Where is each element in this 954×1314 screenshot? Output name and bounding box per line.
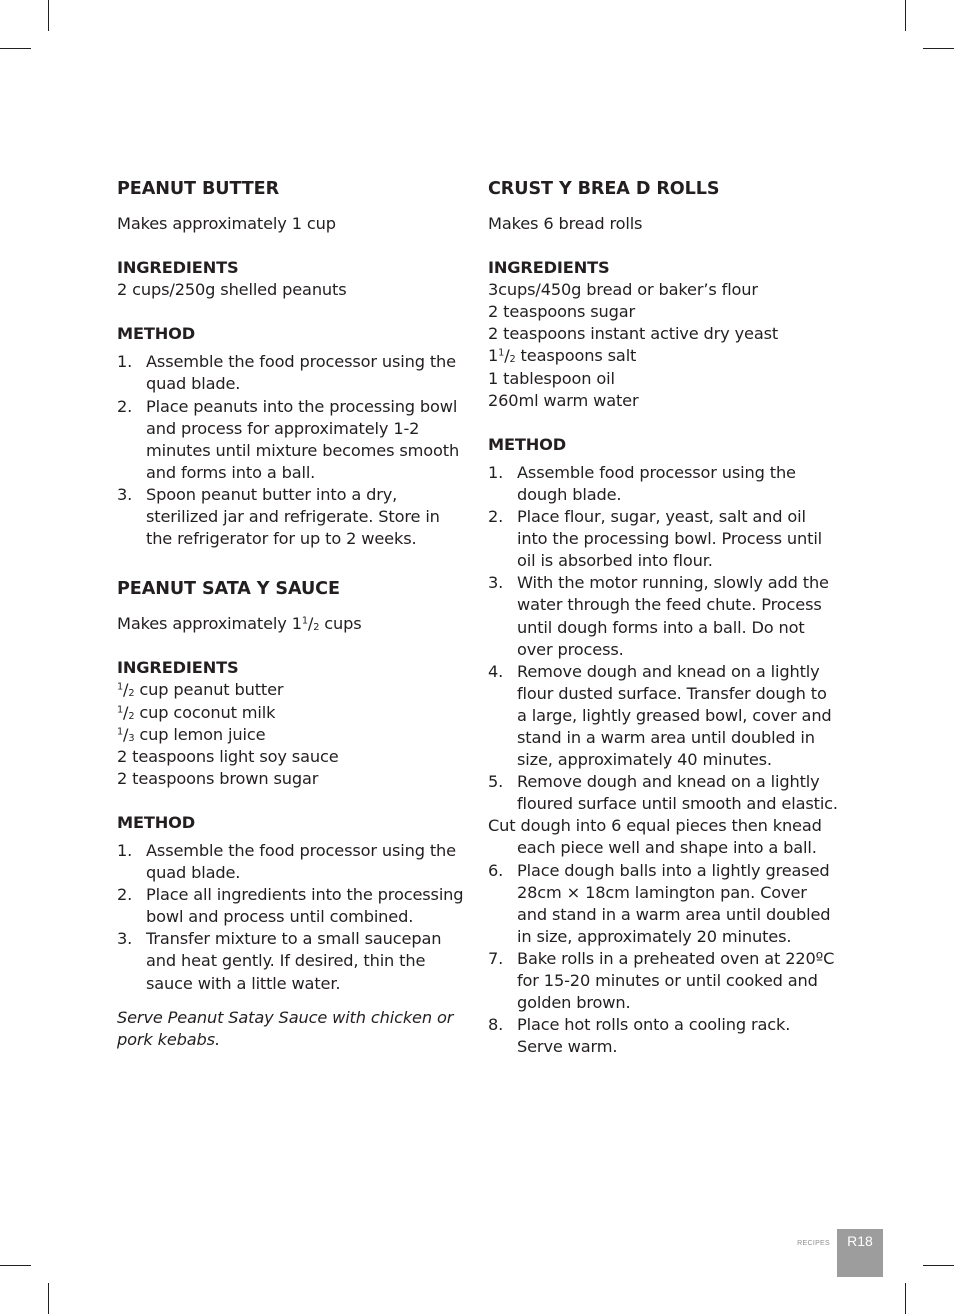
fraction-numerator: 1 [117, 704, 124, 716]
fraction-denominator: 3 [128, 732, 135, 744]
ingredient-text: cup lemon juice [134, 724, 266, 744]
fraction-denominator: 2 [128, 710, 135, 722]
step-number: 1. [117, 352, 133, 372]
page-number-tab [837, 1229, 883, 1277]
step-text: Remove dough and knead on a lightly flour dusted surface. Transfer dough to a large, lightly greased bowl, cover and stand in a warm area until doubled in size, approximately 40 minutes. [517, 661, 832, 770]
ingredient-text: cup peanut butter [134, 680, 284, 700]
crop-mark [923, 1265, 954, 1266]
method-step [488, 948, 838, 1014]
method-step [117, 884, 469, 928]
step-text: Assemble the food processor using the quad blade. [146, 840, 456, 883]
bread-rolls-recipe [488, 178, 838, 1058]
step-number: 8. [488, 1015, 504, 1035]
step-number: 7. [488, 948, 504, 968]
method-step [117, 396, 469, 484]
method-steps [117, 351, 469, 550]
ingredient: 2 teaspoons instant active dry yeast [488, 324, 779, 344]
step-number: 5. [488, 772, 504, 792]
method-steps [488, 462, 838, 816]
method-label: METHOD [117, 812, 196, 832]
fraction-numerator: 1 [301, 615, 308, 627]
ingredient: 3cups/450g bread or baker’s flour [488, 280, 758, 300]
step-text: Spoon peanut butter into a dry, sterilized jar and refrigerate. Store in the refrigerator for up to 2 weeks. [146, 484, 440, 549]
recipe-title: PEANUT SATA Y SAUCE [117, 579, 340, 600]
ingredient: 260ml warm water [488, 390, 639, 410]
recipe-yield: Makes approximately 1 cup [117, 214, 336, 233]
step-text: Assemble food processor using the dough blade. [517, 462, 796, 504]
right-column [488, 178, 838, 1058]
step-number: 6. [488, 860, 504, 880]
ingredient: $1^1/2$ teaspoons salt [488, 346, 637, 366]
ingredients-list [117, 279, 469, 301]
fraction-numerator: 1 [117, 726, 124, 738]
ingredients-list [117, 679, 469, 789]
method-step [117, 351, 469, 395]
step-text: With the motor running, slowly add the water through the feed chute. Process until dough forms into a ball. Do not over process. [517, 573, 829, 659]
yield-unit: cups [319, 614, 362, 634]
left-column [117, 178, 469, 1051]
fraction-denominator: 2 [509, 354, 516, 366]
recipe-title: CRUST Y BREA D ROLLS [488, 179, 720, 199]
ingredients-label: INGREDIENTS [117, 658, 239, 678]
fraction-numerator: 1 [117, 682, 124, 694]
crop-mark [48, 1283, 49, 1314]
method-step [488, 661, 838, 771]
ingredients-label: INGREDIENTS [117, 258, 239, 278]
ingredient: 2 teaspoons sugar [488, 302, 636, 322]
method-step [488, 771, 838, 815]
method-step [117, 928, 469, 994]
method-step [117, 484, 469, 550]
step-number: 2. [117, 396, 133, 416]
crop-mark [923, 48, 954, 49]
recipe-yield: Makes approximately $1^1/2$ cups [117, 614, 362, 634]
step-number: 3. [488, 573, 504, 593]
crop-mark [0, 1265, 31, 1266]
ingredient-whole: 1 [488, 346, 499, 366]
ingredient: 2 cups/250g shelled peanuts [117, 280, 347, 300]
method-step [488, 860, 838, 948]
method-step [488, 1014, 838, 1058]
footer-section-label: RECIPES [797, 1240, 830, 1247]
method-continuation: Cut dough into 6 equal pieces then knead each piece well and shape into a ball. [488, 816, 822, 858]
step-text: Place all ingredients into the processing bowl and process until combined. [146, 885, 464, 927]
ingredient: $^1$/3 cup lemon juice [117, 724, 266, 744]
step-text: Place peanuts into the processing bowl and process for approximately 1-2 minutes until mixture becomes smooth and forms into a ball. [146, 396, 460, 482]
step-number: 4. [488, 661, 504, 681]
fraction-denominator: 2 [128, 688, 135, 700]
ingredient-text: cup coconut milk [134, 702, 276, 722]
recipe-title: PEANUT BUTTER [117, 179, 280, 199]
crop-mark [0, 48, 31, 49]
yield-text: Makes approximately 1 [117, 614, 302, 634]
method-steps [488, 860, 838, 1059]
step-text: Place flour, sugar, yeast, salt and oil into the processing bowl. Process until oil is absorbed into flour. [517, 507, 823, 571]
step-number: 3. [117, 929, 133, 949]
crop-mark [905, 1283, 906, 1314]
fraction-denominator: 2 [313, 622, 320, 634]
ingredient: 2 teaspoons brown sugar [117, 768, 319, 788]
serving-note: Serve Peanut Satay Sauce with chicken or pork kebabs. [117, 1007, 454, 1049]
peanut-satay-recipe [117, 578, 469, 1051]
ingredient: 2 teaspoons light soy sauce [117, 746, 339, 766]
step-number: 1. [117, 840, 133, 860]
ingredient: 1 tablespoon oil [488, 368, 615, 388]
crop-mark [905, 0, 906, 31]
method-step [488, 572, 838, 660]
step-text: Bake rolls in a preheated oven at 220ºC for 15-20 minutes or until cooked and golden brown. [517, 948, 835, 1013]
method-step [488, 506, 838, 572]
method-label: METHOD [488, 434, 567, 454]
peanut-butter-recipe [117, 178, 469, 550]
ingredients-list [488, 279, 838, 412]
step-text: Assemble the food processor using the quad blade. [146, 352, 456, 394]
page-number: R18 [847, 1233, 873, 1249]
recipe-yield: Makes 6 bread rolls [488, 214, 643, 233]
step-text: Remove dough and knead on a lightly floured surface until smooth and elastic. [517, 772, 838, 814]
step-number: 3. [117, 484, 133, 504]
method-step [117, 840, 469, 884]
section-spacer [117, 550, 469, 578]
step-number: 1. [488, 462, 504, 482]
method-steps [117, 840, 469, 995]
step-number: 2. [117, 885, 133, 905]
step-text: Place dough balls into a lightly greased 28cm × 18cm lamington pan. Cover and stand in a warm area until doubled in size, approximately 20 minutes. [517, 860, 831, 946]
step-text: Transfer mixture to a small saucepan and heat gently. If desired, thin the sauce with a little water. [146, 929, 442, 993]
ingredients-label: INGREDIENTS [488, 258, 610, 278]
fraction-numerator: 1 [498, 348, 505, 360]
step-text: Place hot rolls onto a cooling rack. Serve warm. [517, 1015, 791, 1057]
ingredient-text: teaspoons salt [515, 346, 637, 366]
step-number: 2. [488, 507, 504, 527]
crop-mark [48, 0, 49, 31]
ingredient: $^1$/2 cup coconut milk [117, 702, 276, 722]
method-label: METHOD [117, 324, 196, 344]
method-step [488, 462, 838, 506]
ingredient: $^1$/2 cup peanut butter [117, 680, 284, 700]
